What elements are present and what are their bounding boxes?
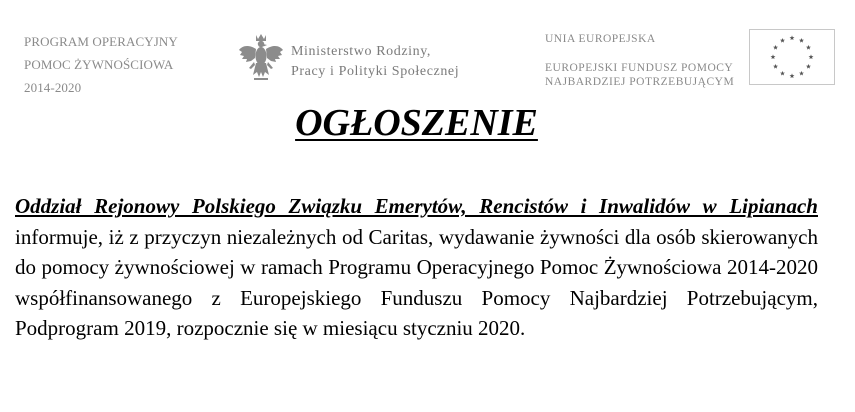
program-line-3: 2014-2020 xyxy=(24,80,82,95)
eu-star-icon xyxy=(806,45,811,50)
eu-line-1: UNIA EUROPEJSKA xyxy=(545,33,656,45)
eu-star-icon xyxy=(780,38,785,43)
ministry-line-1: Ministerstwo Rodziny, xyxy=(291,44,432,59)
eu-line-3: NAJBARDZIEJ POTRZEBUJĄCYM xyxy=(545,76,735,88)
ministry-name xyxy=(291,42,459,82)
eu-star-icon xyxy=(780,71,785,76)
logo-strip xyxy=(0,0,855,100)
polish-eagle-icon xyxy=(238,32,284,86)
eu-fund-text xyxy=(545,31,734,89)
program-logo-text xyxy=(24,30,234,99)
program-line-2: POMOC ŻYWNOŚCIOWA xyxy=(24,57,174,72)
organization-name: Oddział Rejonowy Polskiego Związku Emerytów, Rencistów i Inwalidów w Lipianach xyxy=(15,194,818,218)
eu-star-icon xyxy=(790,73,795,78)
eu-flag-icon xyxy=(749,29,835,85)
program-line-1: PROGRAM OPERACYJNY xyxy=(24,34,178,49)
eu-star-icon xyxy=(806,64,811,69)
eu-star-icon xyxy=(809,54,814,59)
eu-star-icon xyxy=(799,71,804,76)
ministry-line-2: Pracy i Polityki Społecznej xyxy=(291,64,460,79)
eu-star-icon xyxy=(790,35,795,40)
eu-stars-icon xyxy=(750,30,834,84)
eu-star-icon xyxy=(799,38,804,43)
announcement-text: informuje, iż z przyczyn niezależnych od Caritas, wydawanie żywności dla osób skierowanych do pomocy żywnościowej w ramach Programu Operacyjnego Pomoc Żywnościowa 2014-2020 współfinansowanego z Europejskiego Funduszu Pomocy Najbardziej Potrzebującym, Podprogram 2019, rozpocznie się w miesiącu styczniu 2020. xyxy=(15,224,818,341)
eu-line-2: EUROPEJSKI FUNDUSZ POMOCY xyxy=(545,62,734,74)
announcement-title: OGŁOSZENIE xyxy=(295,102,538,144)
eu-star-icon xyxy=(773,64,778,69)
eu-star-icon xyxy=(771,54,776,59)
eu-star-icon xyxy=(773,45,778,50)
announcement-body xyxy=(15,191,818,344)
